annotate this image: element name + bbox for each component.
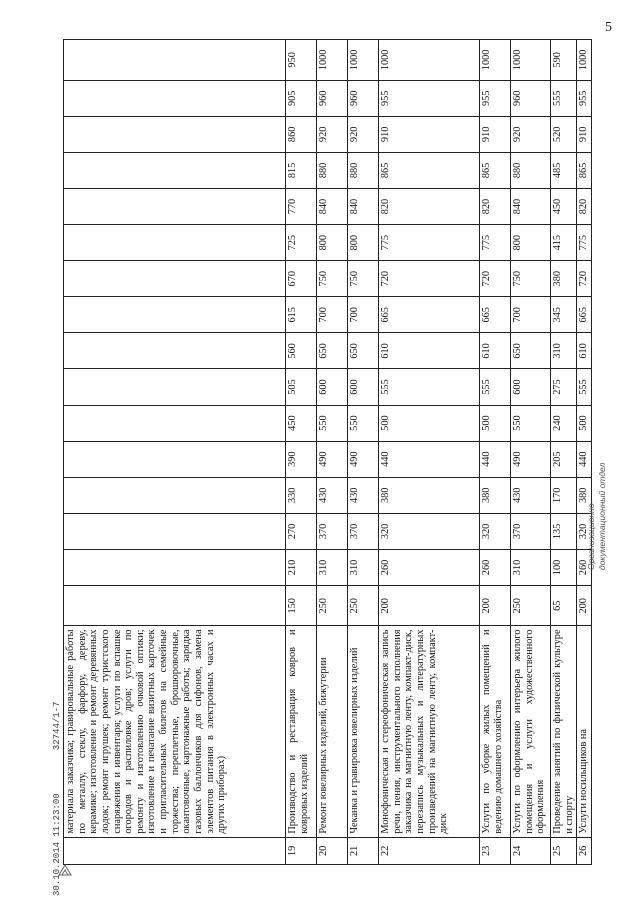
tariff-table-frame bbox=[63, 39, 590, 865]
price-cell: 650 bbox=[348, 333, 379, 369]
price-cell: 955 bbox=[379, 80, 480, 116]
price-cell: 910 bbox=[480, 116, 511, 152]
price-cell: 430 bbox=[348, 477, 379, 513]
row-number: 25 bbox=[551, 837, 577, 864]
price-cell: 390 bbox=[286, 441, 317, 477]
price-cell: 1000 bbox=[348, 40, 379, 81]
table-row bbox=[348, 40, 379, 865]
department-stamp bbox=[586, 410, 607, 570]
price-cell: 950 bbox=[286, 40, 317, 81]
price-cell: 555 bbox=[577, 369, 592, 405]
price-cell: 800 bbox=[348, 225, 379, 261]
price-cell: 500 bbox=[577, 405, 592, 441]
price-cell: 775 bbox=[379, 225, 480, 261]
price-cell: 865 bbox=[480, 152, 511, 188]
price-cell: 610 bbox=[577, 333, 592, 369]
price-cell: 505 bbox=[286, 369, 317, 405]
price-cell: 775 bbox=[480, 225, 511, 261]
price-cell: 555 bbox=[480, 369, 511, 405]
price-cell: 960 bbox=[511, 80, 551, 116]
price-cell: 550 bbox=[511, 405, 551, 441]
price-cell: 840 bbox=[511, 188, 551, 224]
price-cell: 610 bbox=[379, 333, 480, 369]
price-cell: 320 bbox=[577, 513, 592, 549]
base-price-cell bbox=[64, 586, 286, 626]
price-cell: 880 bbox=[348, 152, 379, 188]
price-cell: 955 bbox=[577, 80, 592, 116]
price-cell: 920 bbox=[348, 116, 379, 152]
price-cell bbox=[64, 441, 286, 477]
row-number: 22 bbox=[379, 837, 480, 864]
price-cell: 485 bbox=[551, 152, 577, 188]
row-number bbox=[64, 837, 286, 864]
base-price-cell: 65 bbox=[551, 586, 577, 626]
price-cell bbox=[64, 188, 286, 224]
base-price-cell: 250 bbox=[317, 586, 348, 626]
price-cell: 610 bbox=[480, 333, 511, 369]
price-cell bbox=[64, 225, 286, 261]
price-cell: 415 bbox=[551, 225, 577, 261]
price-cell: 750 bbox=[317, 261, 348, 297]
price-cell: 800 bbox=[317, 225, 348, 261]
price-cell: 920 bbox=[317, 116, 348, 152]
price-cell: 775 bbox=[577, 225, 592, 261]
price-cell: 720 bbox=[480, 261, 511, 297]
price-cell: 380 bbox=[551, 261, 577, 297]
service-name: Услуги по оформлению интерьера жилого помещения и услуги художественного оформления bbox=[511, 626, 551, 837]
price-cell: 725 bbox=[286, 225, 317, 261]
base-price-cell: 250 bbox=[348, 586, 379, 626]
price-cell bbox=[64, 405, 286, 441]
price-cell: 910 bbox=[577, 116, 592, 152]
price-cell: 650 bbox=[317, 333, 348, 369]
price-cell: 135 bbox=[551, 513, 577, 549]
table-row bbox=[64, 40, 286, 865]
price-cell: 370 bbox=[317, 513, 348, 549]
price-cell: 665 bbox=[577, 297, 592, 333]
price-cell: 1000 bbox=[577, 40, 592, 81]
price-cell bbox=[64, 116, 286, 152]
price-cell bbox=[64, 549, 286, 585]
service-name: Монофоническая и стереофоническая запись речи, пения, инструментального исполнения заказчика на магнитную ленту, компакт-диск, перезапись музыкальных и литературных произведений на магнитную ленту, компакт-диск bbox=[379, 626, 480, 837]
price-cell: 910 bbox=[379, 116, 480, 152]
price-cell: 750 bbox=[511, 261, 551, 297]
price-cell bbox=[64, 40, 286, 81]
price-cell bbox=[64, 80, 286, 116]
price-cell: 490 bbox=[348, 441, 379, 477]
tariff-table bbox=[63, 39, 592, 865]
price-cell: 240 bbox=[551, 405, 577, 441]
price-cell: 330 bbox=[286, 477, 317, 513]
base-price-cell: 200 bbox=[577, 586, 592, 626]
row-number: 26 bbox=[577, 837, 592, 864]
price-cell: 670 bbox=[286, 261, 317, 297]
price-cell: 1000 bbox=[480, 40, 511, 81]
price-cell: 720 bbox=[577, 261, 592, 297]
price-cell: 600 bbox=[317, 369, 348, 405]
price-cell: 430 bbox=[511, 477, 551, 513]
price-cell: 650 bbox=[511, 333, 551, 369]
price-cell: 960 bbox=[317, 80, 348, 116]
price-cell: 560 bbox=[286, 333, 317, 369]
service-name: Производство и реставрация ковров и ковровых изделий bbox=[286, 626, 317, 837]
price-cell: 380 bbox=[480, 477, 511, 513]
price-cell bbox=[64, 152, 286, 188]
price-cell: 550 bbox=[348, 405, 379, 441]
page-number: 5 bbox=[605, 20, 612, 35]
price-cell: 500 bbox=[379, 405, 480, 441]
service-name: материала заказчика; гравировальные работы по металлу, стеклу, фарфору, дереву, керамике; изготовление и ремонт деревянных лодок; ремонт игрушек; ремонт туристского снаряжения и инвентаря; услуги по вспашке огородов и распиловке дров; услуги по ремонту и изготовлению очковой оптики; изготовление и печатание визитных карточек и пригласительных билетов на семейные торжества; переплетные, брошюровочные, окантовочные, картонажные работы; зарядка газовых баллончиков для сифонов, замена элементов питания в электронных часах и других приборах) bbox=[64, 626, 286, 837]
price-cell: 1000 bbox=[379, 40, 480, 81]
price-cell: 490 bbox=[317, 441, 348, 477]
table-row bbox=[551, 40, 577, 865]
price-cell: 700 bbox=[348, 297, 379, 333]
service-name: Ремонт ювелирных изделий, бижутерии bbox=[317, 626, 348, 837]
print-timestamp: 30.10.2014 11:23:00 bbox=[52, 793, 62, 896]
price-cell: 840 bbox=[317, 188, 348, 224]
price-cell: 665 bbox=[379, 297, 480, 333]
price-cell: 590 bbox=[551, 40, 577, 81]
price-cell bbox=[64, 513, 286, 549]
price-cell: 205 bbox=[551, 441, 577, 477]
price-cell: 865 bbox=[577, 152, 592, 188]
stamp-line-1: Организационно- bbox=[586, 500, 596, 570]
price-cell: 260 bbox=[480, 549, 511, 585]
price-cell: 310 bbox=[317, 549, 348, 585]
price-cell: 1000 bbox=[317, 40, 348, 81]
price-cell: 430 bbox=[317, 477, 348, 513]
table-row bbox=[317, 40, 348, 865]
price-cell bbox=[64, 333, 286, 369]
price-cell: 960 bbox=[348, 80, 379, 116]
price-cell: 820 bbox=[577, 188, 592, 224]
price-cell: 865 bbox=[379, 152, 480, 188]
price-cell: 450 bbox=[551, 188, 577, 224]
price-cell: 820 bbox=[379, 188, 480, 224]
price-cell: 260 bbox=[379, 549, 480, 585]
price-cell: 600 bbox=[511, 369, 551, 405]
table-row bbox=[480, 40, 511, 865]
price-cell bbox=[64, 369, 286, 405]
price-cell: 370 bbox=[348, 513, 379, 549]
price-cell: 275 bbox=[551, 369, 577, 405]
price-cell: 520 bbox=[551, 116, 577, 152]
price-cell: 270 bbox=[286, 513, 317, 549]
stamp-line-2: документационный отдел bbox=[596, 462, 607, 570]
row-number: 20 bbox=[317, 837, 348, 864]
price-cell: 600 bbox=[348, 369, 379, 405]
price-cell bbox=[64, 261, 286, 297]
price-cell: 170 bbox=[551, 477, 577, 513]
price-cell: 920 bbox=[511, 116, 551, 152]
base-price-cell: 250 bbox=[511, 586, 551, 626]
price-cell: 800 bbox=[511, 225, 551, 261]
price-cell: 490 bbox=[511, 441, 551, 477]
price-cell: 750 bbox=[348, 261, 379, 297]
price-cell: 260 bbox=[577, 549, 592, 585]
price-cell: 720 bbox=[379, 261, 480, 297]
price-cell: 440 bbox=[379, 441, 480, 477]
service-name: Услуги носильщиков на bbox=[577, 626, 592, 837]
base-price-cell: 200 bbox=[379, 586, 480, 626]
service-name: Чеканка и гравировка ювелирных изделий bbox=[348, 626, 379, 837]
table-row bbox=[379, 40, 480, 865]
price-cell: 665 bbox=[480, 297, 511, 333]
price-cell: 1000 bbox=[511, 40, 551, 81]
row-number: 23 bbox=[480, 837, 511, 864]
document-id: 32744/1-7 bbox=[52, 701, 62, 751]
price-cell: 770 bbox=[286, 188, 317, 224]
row-number: 21 bbox=[348, 837, 379, 864]
price-cell: 100 bbox=[551, 549, 577, 585]
price-cell: 310 bbox=[551, 333, 577, 369]
service-name: Проведение занятий по физической культуре и спорту bbox=[551, 626, 577, 837]
price-cell: 380 bbox=[379, 477, 480, 513]
price-cell: 840 bbox=[348, 188, 379, 224]
service-name: Услуги по уборке жилых помещений и ведению домашнего хозяйства bbox=[480, 626, 511, 837]
price-cell: 550 bbox=[317, 405, 348, 441]
price-cell: 370 bbox=[511, 513, 551, 549]
price-cell bbox=[64, 297, 286, 333]
base-price-cell: 200 bbox=[480, 586, 511, 626]
price-cell: 345 bbox=[551, 297, 577, 333]
price-cell: 320 bbox=[480, 513, 511, 549]
price-cell: 905 bbox=[286, 80, 317, 116]
price-cell: 440 bbox=[577, 441, 592, 477]
price-cell: 320 bbox=[379, 513, 480, 549]
row-number: 19 bbox=[286, 837, 317, 864]
price-cell: 955 bbox=[480, 80, 511, 116]
price-cell: 310 bbox=[511, 549, 551, 585]
price-cell: 440 bbox=[480, 441, 511, 477]
price-cell: 820 bbox=[480, 188, 511, 224]
price-cell: 815 bbox=[286, 152, 317, 188]
price-cell: 880 bbox=[317, 152, 348, 188]
price-cell: 615 bbox=[286, 297, 317, 333]
price-cell bbox=[64, 477, 286, 513]
base-price-cell: 150 bbox=[286, 586, 317, 626]
price-cell: 210 bbox=[286, 549, 317, 585]
table-row bbox=[286, 40, 317, 865]
price-cell: 700 bbox=[511, 297, 551, 333]
price-cell: 310 bbox=[348, 549, 379, 585]
table-row bbox=[511, 40, 551, 865]
price-cell: 555 bbox=[551, 80, 577, 116]
price-cell: 555 bbox=[379, 369, 480, 405]
corner-logo-icon bbox=[58, 862, 72, 876]
price-cell: 450 bbox=[286, 405, 317, 441]
price-cell: 860 bbox=[286, 116, 317, 152]
price-cell: 880 bbox=[511, 152, 551, 188]
row-number: 24 bbox=[511, 837, 551, 864]
price-cell: 380 bbox=[577, 477, 592, 513]
price-cell: 500 bbox=[480, 405, 511, 441]
price-cell: 700 bbox=[317, 297, 348, 333]
